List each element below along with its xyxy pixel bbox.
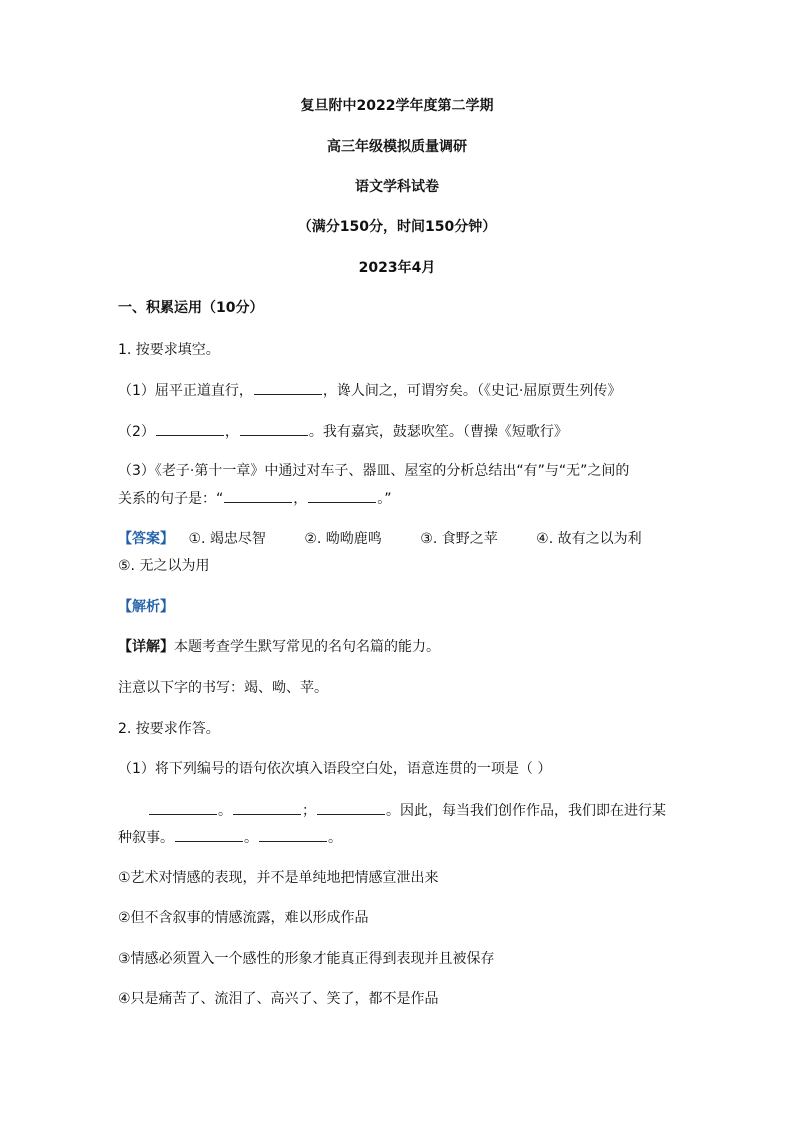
fill-paragraph-line-2 <box>118 827 342 848</box>
detail-text: 本题考查学生默写常见的名句名篇的能力。 <box>174 639 440 655</box>
fill-sep-2: ； <box>302 803 316 819</box>
q1-p2-text-a: （2） <box>118 424 155 440</box>
fill-paragraph-line-1 <box>148 800 666 821</box>
answer-line <box>118 529 642 549</box>
q1-p1-text-a: （1）屈平正道直行， <box>118 383 253 399</box>
fill-sep-3: 。 <box>244 830 258 846</box>
exam-date: 2023年4月 <box>358 260 436 276</box>
answer-blank <box>240 421 308 436</box>
answer-blank <box>317 800 385 815</box>
answer-blank <box>156 421 224 436</box>
q1-p3-text-a: 关系的句子是：“ <box>118 491 224 507</box>
fill-tail: 。因此，每当我们创作作品，我们即在进行某 <box>386 803 666 819</box>
answer-blank <box>149 800 217 815</box>
q1-p3-text-c: 。” <box>377 491 392 507</box>
question-2-stem: 2. 按要求作答。 <box>118 721 220 737</box>
subject-title: 语文学科试卷 <box>355 179 439 195</box>
answer-label: 【答案】 <box>118 531 174 547</box>
school-term-title: 复旦附中2022学年度第二学期 <box>300 98 494 114</box>
q1-p2-text-b: ， <box>224 424 239 440</box>
detail-label: 【详解】 <box>118 639 174 655</box>
section-title: 一、积累运用（10分） <box>118 300 264 316</box>
q1-p1-text-b: ，谗人间之，可谓穷矣。（《史记·屈原贾生列传》 <box>322 383 622 399</box>
answer-4: ④. 故有之以为利 <box>536 531 642 547</box>
note-line: 注意以下字的书写：竭、呦、苹。 <box>118 680 328 696</box>
q1-p2-text-c: 。我有嘉宾，鼓瑟吹笙。（曹操《短歌行》 <box>308 424 568 440</box>
answer-1: ①. 竭忠尽智 <box>188 531 266 547</box>
answer-blank <box>233 800 301 815</box>
answer-2: ②. 呦呦鹿鸣 <box>304 531 382 547</box>
answer-blank <box>259 827 327 842</box>
fill-sep-1: 。 <box>218 803 232 819</box>
option-1: ①艺术对情感的表现，并不是单纯地把情感宣泄出来 <box>118 870 439 886</box>
answer-5: ⑤. 无之以为用 <box>118 558 210 574</box>
question-1-part-3-line-1: （3）《老子·第十一章》中通过对车子、器皿、屋室的分析总结出“有”与“无”之间的 <box>118 463 630 479</box>
question-1-part-3-line-2 <box>118 488 392 509</box>
question-1-part-1 <box>118 380 621 401</box>
question-1-part-2 <box>118 421 568 442</box>
answer-blank <box>175 827 243 842</box>
answer-blank <box>308 488 376 503</box>
q1-p3-text-b: ， <box>293 491 308 507</box>
exam-name-title: 高三年级模拟质量调研 <box>327 139 467 155</box>
option-4: ④只是痛苦了、流泪了、高兴了、笑了，都不是作品 <box>118 991 439 1007</box>
question-1-stem: 1. 按要求填空。 <box>118 342 220 358</box>
option-3: ③情感必须置入一个感性的形象才能真正得到表现并且被保存 <box>118 951 495 967</box>
fill-end: 。 <box>328 830 342 846</box>
exam-meta: （满分150分，时间150分钟） <box>297 219 497 235</box>
question-2-part-1: （1）将下列编号的语句依次填入语段空白处，语意连贯的一项是（ ） <box>118 761 552 777</box>
analysis-label: 【解析】 <box>118 599 174 615</box>
fill-head: 种叙事。 <box>118 830 174 846</box>
answer-blank <box>254 380 322 395</box>
answer-3: ③. 食野之苹 <box>420 531 498 547</box>
option-2: ②但不含叙事的情感流露，难以形成作品 <box>118 910 369 926</box>
answer-blank <box>224 488 292 503</box>
detail-line <box>118 637 440 657</box>
